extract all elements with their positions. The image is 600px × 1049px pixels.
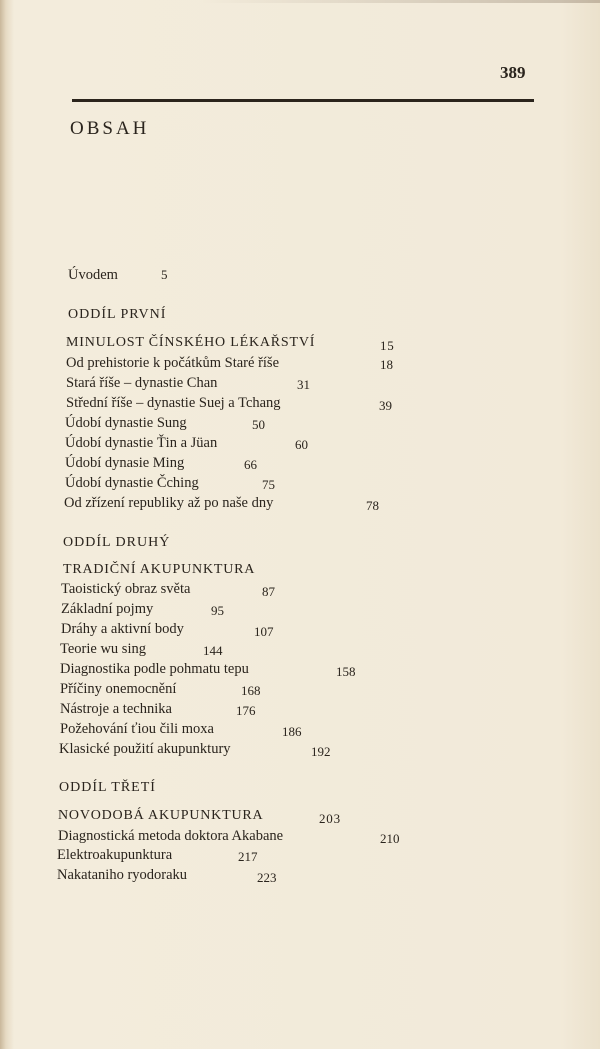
toc-entry-title: Úvodem [68,267,118,283]
toc-entry [58,807,341,826]
toc-entry-page: 223 [257,870,277,885]
toc-entry [57,866,277,885]
toc-entry-title: Základní pojmy [61,601,154,617]
toc-entry [60,720,302,739]
toc-entry-title: Klasické použití akupunktury [59,741,231,757]
toc-entry-page: 87 [262,584,275,599]
toc-entry [63,561,255,579]
toc-entry [66,394,392,413]
toc-entry-page: 60 [295,437,308,452]
toc-entry [60,680,261,698]
toc-entry-title: Střední říše – dynastie Suej a Tchang [66,395,281,411]
toc-entry-title: Údobí dynastie Čching [65,475,199,491]
toc-entry [57,846,258,864]
toc-entry-title: Dráhy a aktivní body [61,621,184,637]
toc-entry [60,700,256,718]
toc-entry-page: 66 [244,457,257,472]
toc-entry-page: 176 [236,703,256,718]
toc-entry [61,580,275,599]
toc-entry-title: Údobí dynasie Ming [65,455,185,471]
toc-entry-page: 15 [380,338,395,353]
toc-entry-page: 5 [161,267,168,282]
toc-entry-intro [68,266,168,284]
toc-heading: OBSAH [70,118,150,139]
toc-entry-title: Stará říše – dynastie Chan [66,375,218,391]
toc-entry-page: 78 [366,498,379,513]
toc-entry-title: Taoistický obraz světa [61,581,191,597]
page-number: 389 [500,63,526,82]
toc-entry [65,474,275,492]
toc-entry-page: 192 [311,744,331,759]
toc-entry-title: Od prehistorie k počátkům Staré říše [66,355,280,371]
toc-entry-title: Požehování ťiou čili moxa [60,721,214,737]
section-label-part2: ODDÍL DRUHÝ [63,535,171,550]
toc-entry-title: Nakataniho ryodoraku [57,867,188,883]
toc-entry-title: TRADIČNÍ AKUPUNKTURA [63,562,256,577]
toc-entry-page: 144 [203,643,223,658]
toc-entry-page: 39 [379,398,392,413]
toc-entry [66,374,310,392]
toc-entry-page: 95 [211,603,224,618]
section-label-part3: ODDÍL TŘETÍ [59,780,156,795]
toc-entry-title: NOVODOBÁ AKUPUNKTURA [58,808,264,823]
toc-entry-page: 217 [238,849,258,864]
toc-entry [65,434,308,452]
toc-entry [64,494,379,513]
toc-entry [65,454,257,472]
toc-entry-page: 18 [380,357,393,372]
header-rule [72,99,534,102]
toc-entry-title: Diagnostika podle pohmatu tepu [60,661,249,677]
toc-entry-title: Elektroakupunktura [57,847,173,863]
toc-entry-title: MINULOST ČÍNSKÉHO LÉKAŘSTVÍ [66,335,316,350]
page-edge-shadow [200,0,600,3]
toc-entry-page: 31 [297,377,310,392]
toc-entry-title: Údobí dynastie Ťin a Jüan [65,435,218,451]
toc-entry-page: 168 [241,683,261,698]
toc-entry-page: 158 [336,664,356,679]
toc-entry-page: 210 [380,831,400,846]
toc-entry-title: Nástroje a technika [60,701,172,717]
toc-entry [59,740,331,759]
toc-entry-title: Údobí dynastie Sung [65,415,187,431]
toc-entry [66,334,395,353]
toc-entry [60,640,223,658]
toc-entry [65,414,265,432]
toc-entry-page: 107 [254,624,274,639]
toc-entry [66,354,393,372]
toc-entry [61,600,224,618]
toc-entry [58,827,400,846]
toc-entry-page: 50 [252,417,265,432]
toc-entry-title: Příčiny onemocnění [60,681,177,697]
toc-entry-page: 186 [282,724,302,739]
toc-entry-title: Od zřízení republiky až po naše dny [64,495,274,511]
toc-entry-title: Diagnostická metoda doktora Akabane [58,828,284,844]
section-label-part1: ODDÍL PRVNÍ [68,307,167,322]
toc-entry-page: 203 [319,811,341,826]
toc-entry [61,620,274,639]
toc-entry-page: 75 [262,477,275,492]
toc-entry [60,660,356,679]
toc-entry-title: Teorie wu sing [60,641,146,657]
